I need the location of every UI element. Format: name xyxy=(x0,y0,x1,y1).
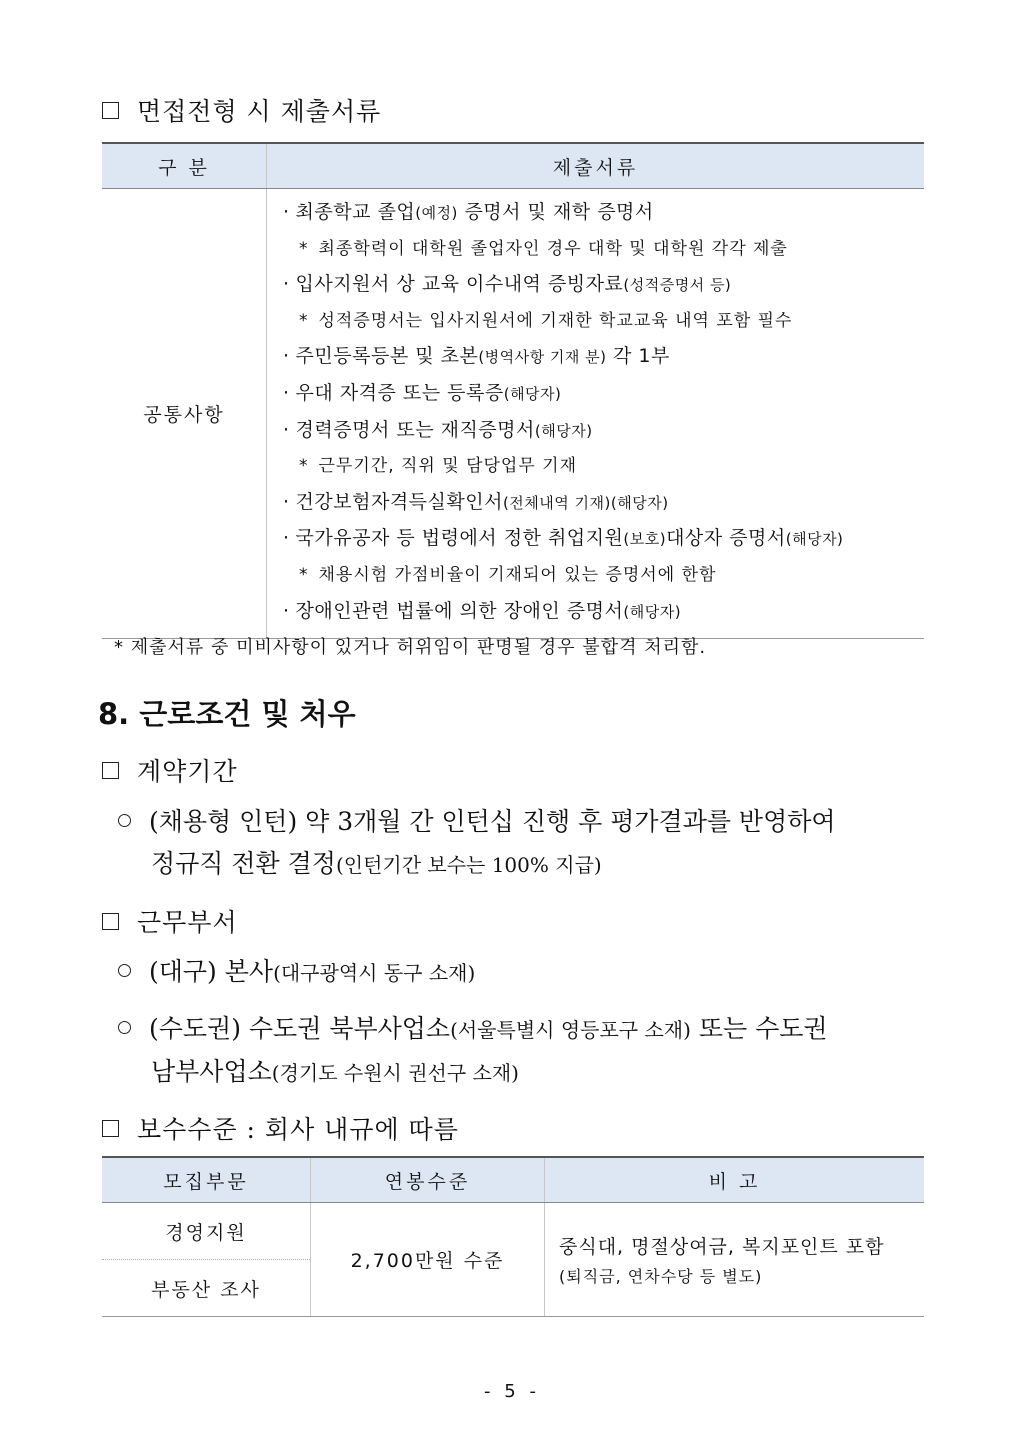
doc-note-text: 채용시험 가점비율이 기재되어 있는 증명서에 한함 xyxy=(318,564,717,585)
bullet-dot-icon: · xyxy=(283,527,290,550)
doc-item-rest: 증명서 및 재학 증명서 xyxy=(457,201,654,223)
circle-bullet-icon xyxy=(118,814,131,827)
asterisk-icon: * xyxy=(299,310,309,331)
workplace-daegu xyxy=(118,951,475,994)
doc-note-text: 성적증명서는 입사지원서에 기재한 학교교육 내역 포함 필수 xyxy=(318,310,793,331)
doc-item-small2: (해당자) xyxy=(785,530,844,549)
doc-item-small: (전체내역 기재)(해당자) xyxy=(502,493,669,512)
workplace-heading xyxy=(102,903,238,939)
checkbox-square-icon xyxy=(102,913,119,930)
doc-item-small: (성적증명서 등) xyxy=(623,276,732,295)
doc-item-small: (해당자) xyxy=(534,421,593,440)
doc-item xyxy=(283,267,924,304)
capital-line-1-rest: 또는 수도권 xyxy=(690,1014,828,1043)
doc-item-main: 경력증명서 또는 재직증명서 xyxy=(295,418,535,441)
doc-item-main: 주민등록등본 및 초본 xyxy=(295,345,479,368)
interview-docs-heading xyxy=(102,92,381,128)
section-title: 8. 근로조건 및 처우 xyxy=(98,697,356,731)
doc-item xyxy=(283,521,924,558)
capital-line-2-small: (경기도 수원시 권선구 소재) xyxy=(271,1061,519,1085)
doc-item-main: 입사지원서 상 교육 이수내역 증빙자료 xyxy=(295,273,624,296)
bullet-dot-icon: · xyxy=(283,345,290,368)
doc-item xyxy=(283,413,924,450)
dept-cell: 부동산 조사 xyxy=(102,1260,311,1317)
contract-line-2-main: 정규직 전환 결정 xyxy=(151,849,336,878)
asterisk-icon: * xyxy=(299,456,309,477)
documents-list xyxy=(267,189,925,639)
doc-item-rest: 각 1부 xyxy=(606,345,670,368)
doc-item-main: 장애인관련 법률에 의한 장애인 증명서 xyxy=(295,599,624,622)
doc-item-small: (해당자) xyxy=(623,602,682,621)
contract-line-1: (채용형 인턴) 약 3개월 간 인턴십 진행 후 평가결과를 반영하여 xyxy=(149,807,836,836)
table-header-row xyxy=(102,1157,924,1203)
required-docs-table xyxy=(102,142,924,639)
daegu-main: (대구) 본사 xyxy=(149,957,274,986)
doc-note xyxy=(283,558,924,594)
salary-heading-text: 보수수준 : 회사 내규에 따름 xyxy=(137,1115,459,1144)
table-header-row xyxy=(102,143,924,189)
header-remarks: 비 고 xyxy=(545,1157,925,1203)
doc-item-rest: 대상자 증명서 xyxy=(666,527,786,550)
salary-table xyxy=(102,1156,924,1317)
doc-item-small: (예정) xyxy=(415,204,458,222)
doc-note xyxy=(283,449,924,485)
doc-item-main: 최종학교 졸업 xyxy=(295,201,416,223)
interview-docs-heading-text: 면접전형 시 제출서류 xyxy=(137,97,382,126)
salary-amount-cell: 2,700만원 수준 xyxy=(311,1203,545,1317)
page-number: - 5 - xyxy=(484,1381,540,1402)
bullet-dot-icon: · xyxy=(283,273,290,296)
header-category: 구 분 xyxy=(102,143,267,189)
checkbox-square-icon xyxy=(102,762,119,779)
capital-line-1-small: (서울특별시 영등포구 소재) xyxy=(450,1018,691,1042)
doc-item xyxy=(283,485,924,522)
doc-note xyxy=(283,304,924,340)
table-row xyxy=(102,1203,924,1260)
circle-bullet-icon xyxy=(118,1021,131,1034)
doc-item-main: 우대 자격증 또는 등록증 xyxy=(295,381,504,404)
circle-bullet-icon xyxy=(118,964,131,977)
contract-description xyxy=(118,801,836,886)
bullet-dot-icon: · xyxy=(283,599,290,622)
bullet-dot-icon: · xyxy=(283,418,290,441)
salary-note-line-1: 중식대, 명절상여금, 복지포인트 포함 xyxy=(559,1235,885,1258)
checkbox-square-icon xyxy=(102,1120,119,1137)
doc-note-text: 최종학력이 대학원 졸업자인 경우 대학 및 대학원 각각 제출 xyxy=(318,238,788,259)
doc-item xyxy=(283,376,924,413)
header-recruit-dept: 모집부문 xyxy=(102,1157,311,1203)
doc-item xyxy=(283,594,924,631)
doc-item-main: 국가유공자 등 법령에서 정한 취업지원 xyxy=(295,527,624,550)
doc-item-small: (병역사항 기재 분) xyxy=(478,348,607,367)
contract-heading xyxy=(102,752,238,788)
asterisk-icon: * xyxy=(299,564,309,585)
doc-item-main: 건강보험자격득실확인서 xyxy=(295,490,503,513)
category-cell: 공통사항 xyxy=(102,189,267,639)
doc-note xyxy=(283,232,924,268)
asterisk-icon: * xyxy=(299,238,309,259)
header-salary-level: 연봉수준 xyxy=(311,1157,545,1203)
contract-line-2-small: (인턴기간 보수는 100% 지급) xyxy=(335,853,602,877)
docs-footnote: * 제출서류 중 미비사항이 있거나 허위임이 판명될 경우 불합격 처리함. xyxy=(114,637,707,658)
workplace-heading-text: 근무부서 xyxy=(137,908,238,937)
doc-item-small: (보호) xyxy=(623,530,667,549)
bullet-dot-icon: · xyxy=(283,201,290,223)
doc-item-small: (해당자) xyxy=(503,384,562,403)
doc-item xyxy=(283,339,924,376)
checkbox-square-icon xyxy=(102,102,119,119)
daegu-small: (대구광역시 동구 소재) xyxy=(273,961,476,985)
header-documents: 제출서류 xyxy=(267,143,925,189)
dept-cell: 경영지원 xyxy=(102,1203,311,1260)
salary-note-cell xyxy=(545,1203,925,1317)
contract-heading-text: 계약기간 xyxy=(137,757,238,786)
bullet-dot-icon: · xyxy=(283,490,290,513)
doc-note-text: 근무기간, 직위 및 담당업무 기재 xyxy=(318,456,578,477)
capital-line-1-main: (수도권) 수도권 북부사업소 xyxy=(149,1014,451,1043)
bullet-dot-icon: · xyxy=(283,381,290,404)
table-row xyxy=(102,189,924,639)
capital-line-2-main: 남부사업소 xyxy=(151,1057,272,1086)
workplace-capital xyxy=(118,1008,828,1094)
doc-item xyxy=(283,195,924,232)
salary-heading xyxy=(102,1110,459,1146)
salary-note-line-2: (퇴직금, 연차수당 등 별도) xyxy=(559,1266,763,1286)
